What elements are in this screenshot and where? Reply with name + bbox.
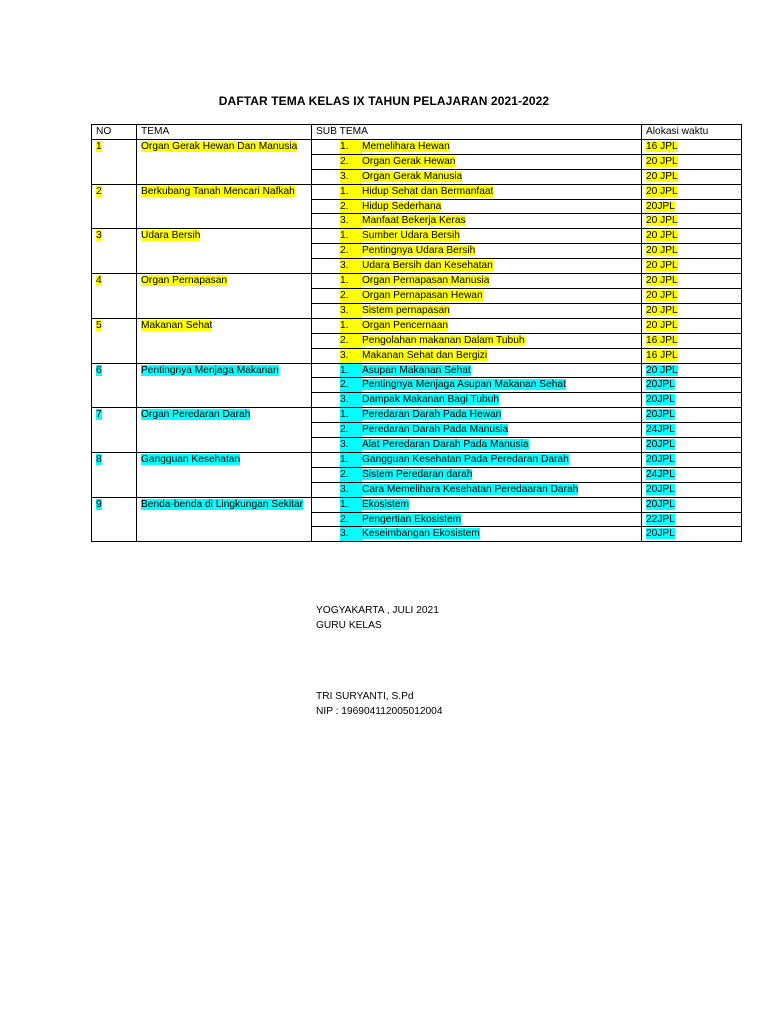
alokasi-cell — [642, 438, 742, 453]
alokasi-cell — [642, 169, 742, 184]
alokasi-value: 24JPL — [646, 468, 675, 480]
sub-tema-number: 3. — [340, 393, 362, 407]
sub-tema-text: Pentingnya Menjaga Asupan Makanan Sehat — [362, 379, 566, 391]
tema-cell — [137, 184, 312, 229]
row-number: 3 — [96, 230, 102, 242]
signature-block — [316, 603, 439, 633]
alokasi-value: 20JPL — [646, 439, 675, 451]
sub-tema-number: 3. — [340, 527, 362, 541]
sub-tema-number: 3. — [340, 304, 362, 318]
sub-tema-cell — [312, 512, 642, 527]
alokasi-value: 20JPL — [646, 379, 675, 391]
alokasi-cell — [642, 274, 742, 289]
sub-tema-number: 1. — [340, 140, 362, 154]
row-number: 9 — [96, 498, 102, 510]
alokasi-cell — [642, 363, 742, 378]
sub-tema-text: Ekosistem — [362, 498, 409, 510]
row-number: 5 — [96, 319, 102, 331]
signer-role: GURU KELAS — [316, 620, 382, 631]
sub-tema-number: 2. — [340, 378, 362, 392]
sub-tema-number: 1. — [340, 185, 362, 199]
row-number: 4 — [96, 275, 102, 287]
sub-tema-cell — [312, 467, 642, 482]
sub-tema-number: 2. — [340, 289, 362, 303]
signer-block — [316, 689, 443, 719]
row-number-cell — [92, 139, 137, 184]
sub-tema-number: 1. — [340, 408, 362, 422]
tema-name: Organ Gerak Hewan Dan Manusia — [141, 140, 298, 152]
sub-tema-cell — [312, 244, 642, 259]
signer-nip: NIP : 196904112005012004 — [316, 706, 443, 717]
tema-name: Udara Bersih — [141, 230, 201, 242]
alokasi-value: 20 JPL — [646, 185, 678, 197]
sub-tema-text: Memelihara Hewan — [362, 140, 450, 152]
sub-tema-cell — [312, 497, 642, 512]
header-no: NO — [92, 125, 137, 140]
row-number-cell — [92, 229, 137, 274]
alokasi-cell — [642, 423, 742, 438]
sub-tema-text: Keseimbangan Ekosistem — [362, 528, 480, 540]
tema-name: Gangguan Kesehatan — [141, 453, 241, 465]
sub-tema-cell — [312, 527, 642, 542]
sub-tema-number: 2. — [340, 334, 362, 348]
alokasi-value: 20 JPL — [646, 289, 678, 301]
alokasi-value: 20JPL — [646, 453, 675, 465]
sub-tema-cell — [312, 154, 642, 169]
sub-tema-text: Dampak Makanan Bagi Tubuh — [362, 394, 500, 406]
header-tema: TEMA — [137, 125, 312, 140]
document-title: DAFTAR TEMA KELAS IX TAHUN PELAJARAN 2021-2022 — [218, 94, 550, 108]
alokasi-cell — [642, 512, 742, 527]
sub-tema-text: Pengolahan makanan Dalam Tubuh — [362, 334, 525, 346]
alokasi-value: 20 JPL — [646, 260, 678, 272]
sub-tema-text: Organ Gerak Hewan — [362, 155, 456, 167]
sub-tema-text: Organ Pernapasan Hewan — [362, 289, 483, 301]
alokasi-cell — [642, 303, 742, 318]
header-alokasi: Alokasi waktu — [642, 125, 742, 140]
tema-table — [91, 124, 742, 542]
tema-cell — [137, 363, 312, 408]
sub-tema-text: Pengertian Ekosistem — [362, 513, 462, 525]
tema-cell — [137, 274, 312, 319]
alokasi-cell — [642, 527, 742, 542]
alokasi-cell — [642, 393, 742, 408]
row-number-cell — [92, 363, 137, 408]
sub-tema-cell — [312, 199, 642, 214]
alokasi-value: 20JPL — [646, 528, 675, 540]
alokasi-value: 20 JPL — [646, 304, 678, 316]
tema-cell — [137, 497, 312, 542]
sub-tema-number: 3. — [340, 259, 362, 273]
tema-cell — [137, 229, 312, 274]
signer-name: TRI SURYANTI, S.Pd — [316, 691, 414, 702]
sub-tema-cell — [312, 482, 642, 497]
sub-tema-text: Gangguan Kesehatan Pada Peredaran Darah — [362, 453, 569, 465]
sub-tema-text: Organ Pernapasan Manusia — [362, 275, 490, 287]
tema-name: Berkubang Tanah Mencari Nafkah — [141, 185, 295, 197]
table-row — [92, 452, 742, 467]
table-row — [92, 139, 742, 154]
sub-tema-text: Hidup Sehat dan Bermanfaat — [362, 185, 494, 197]
sub-tema-text: Sumber Udara Bersih — [362, 230, 460, 242]
alokasi-cell — [642, 318, 742, 333]
sub-tema-number: 1. — [340, 453, 362, 467]
sub-tema-text: Peredaran Darah Pada Hewan — [362, 409, 502, 421]
sub-tema-cell — [312, 423, 642, 438]
sub-tema-number: 2. — [340, 468, 362, 482]
sub-tema-cell — [312, 274, 642, 289]
table-row — [92, 363, 742, 378]
row-number-cell — [92, 318, 137, 363]
sub-tema-cell — [312, 408, 642, 423]
sub-tema-text: Sistem Peredaran darah — [362, 468, 473, 480]
row-number: 8 — [96, 453, 102, 465]
sub-tema-cell — [312, 452, 642, 467]
tema-name: Organ Peredaran Darah — [141, 409, 251, 421]
sub-tema-text: Organ Gerak Manusia — [362, 170, 463, 182]
alokasi-cell — [642, 229, 742, 244]
sub-tema-cell — [312, 348, 642, 363]
tema-name: Makanan Sehat — [141, 319, 213, 331]
alokasi-cell — [642, 497, 742, 512]
sub-tema-number: 2. — [340, 513, 362, 527]
table-row — [92, 408, 742, 423]
alokasi-cell — [642, 244, 742, 259]
tema-cell — [137, 408, 312, 453]
alokasi-value: 20JPL — [646, 498, 675, 510]
alokasi-value: 24JPL — [646, 424, 675, 436]
table-row — [92, 497, 742, 512]
alokasi-cell — [642, 199, 742, 214]
sub-tema-cell — [312, 184, 642, 199]
sub-tema-number: 1. — [340, 319, 362, 333]
sub-tema-text: Udara Bersih dan Kesehatan — [362, 260, 493, 272]
sub-tema-cell — [312, 288, 642, 303]
table-body — [92, 139, 742, 541]
tema-cell — [137, 139, 312, 184]
sub-tema-cell — [312, 139, 642, 154]
table-row — [92, 184, 742, 199]
sub-tema-number: 1. — [340, 364, 362, 378]
sub-tema-cell — [312, 303, 642, 318]
sub-tema-text: Makanan Sehat dan Bergizi — [362, 349, 488, 361]
table-row — [92, 274, 742, 289]
alokasi-cell — [642, 482, 742, 497]
row-number-cell — [92, 452, 137, 497]
alokasi-cell — [642, 467, 742, 482]
sub-tema-number: 2. — [340, 155, 362, 169]
sub-tema-number: 1. — [340, 274, 362, 288]
alokasi-cell — [642, 214, 742, 229]
alokasi-value: 20 JPL — [646, 215, 678, 227]
row-number: 6 — [96, 364, 102, 376]
sub-tema-text: Alat Peredaran Darah Pada Manusia — [362, 439, 529, 451]
sub-tema-cell — [312, 393, 642, 408]
row-number: 1 — [96, 140, 102, 152]
alokasi-value: 20 JPL — [646, 319, 678, 331]
alokasi-cell — [642, 259, 742, 274]
alokasi-value: 20JPL — [646, 394, 675, 406]
alokasi-cell — [642, 378, 742, 393]
sub-tema-number: 3. — [340, 349, 362, 363]
sub-tema-text: Pentingnya Udara Bersih — [362, 245, 476, 257]
sub-tema-text: Asupan Makanan Sehat — [362, 364, 471, 376]
row-number-cell — [92, 408, 137, 453]
alokasi-value: 20 JPL — [646, 230, 678, 242]
table-row — [92, 318, 742, 333]
sub-tema-text: Manfaat Bekerja Keras — [362, 215, 466, 227]
sub-tema-cell — [312, 229, 642, 244]
row-number: 2 — [96, 185, 102, 197]
sub-tema-number: 2. — [340, 423, 362, 437]
sub-tema-number: 3. — [340, 438, 362, 452]
sub-tema-cell — [312, 333, 642, 348]
sub-tema-text: Peredaran Darah Pada Manusia — [362, 424, 509, 436]
alokasi-cell — [642, 408, 742, 423]
tema-name: Pentingnya Menjaga Makanan — [141, 364, 279, 376]
alokasi-value: 20 JPL — [646, 364, 678, 376]
tema-cell — [137, 318, 312, 363]
alokasi-value: 20 JPL — [646, 245, 678, 257]
alokasi-cell — [642, 184, 742, 199]
tema-name: Benda-benda di Lingkungan Sekitar — [141, 498, 303, 510]
alokasi-cell — [642, 333, 742, 348]
alokasi-value: 22JPL — [646, 513, 675, 525]
header-sub-tema: SUB TEMA — [312, 125, 642, 140]
alokasi-cell — [642, 139, 742, 154]
sub-tema-number: 3. — [340, 483, 362, 497]
table-header-row — [92, 125, 742, 140]
sub-tema-number: 3. — [340, 170, 362, 184]
alokasi-value: 20JPL — [646, 483, 675, 495]
sub-tema-cell — [312, 318, 642, 333]
row-number: 7 — [96, 409, 102, 421]
sub-tema-number: 3. — [340, 214, 362, 228]
sub-tema-cell — [312, 438, 642, 453]
sub-tema-cell — [312, 363, 642, 378]
sub-tema-number: 1. — [340, 229, 362, 243]
sub-tema-cell — [312, 169, 642, 184]
alokasi-cell — [642, 154, 742, 169]
sub-tema-text: Hidup Sederhana — [362, 200, 442, 212]
row-number-cell — [92, 497, 137, 542]
row-number-cell — [92, 274, 137, 319]
sub-tema-cell — [312, 214, 642, 229]
alokasi-value: 16 JPL — [646, 140, 678, 152]
alokasi-value: 20 JPL — [646, 170, 678, 182]
alokasi-value: 20 JPL — [646, 275, 678, 287]
tema-name: Organ Pernapasan — [141, 275, 228, 287]
alokasi-value: 20JPL — [646, 200, 675, 212]
alokasi-cell — [642, 348, 742, 363]
row-number-cell — [92, 184, 137, 229]
alokasi-cell — [642, 452, 742, 467]
sub-tema-text: Organ Pencernaan — [362, 319, 449, 331]
sub-tema-cell — [312, 378, 642, 393]
sub-tema-text: Sistem pernapasan — [362, 304, 450, 316]
sub-tema-number: 2. — [340, 244, 362, 258]
sub-tema-cell — [312, 259, 642, 274]
alokasi-value: 20JPL — [646, 409, 675, 421]
sub-tema-number: 2. — [340, 200, 362, 214]
alokasi-value: 20 JPL — [646, 155, 678, 167]
alokasi-value: 16 JPL — [646, 334, 678, 346]
tema-cell — [137, 452, 312, 497]
sub-tema-number: 1. — [340, 498, 362, 512]
sub-tema-text: Cara Memelihara Kesehatan Peredaaran Darah — [362, 483, 579, 495]
place-date: YOGYAKARTA , JULI 2021 — [316, 605, 439, 616]
alokasi-value: 16 JPL — [646, 349, 678, 361]
alokasi-cell — [642, 288, 742, 303]
table-row — [92, 229, 742, 244]
